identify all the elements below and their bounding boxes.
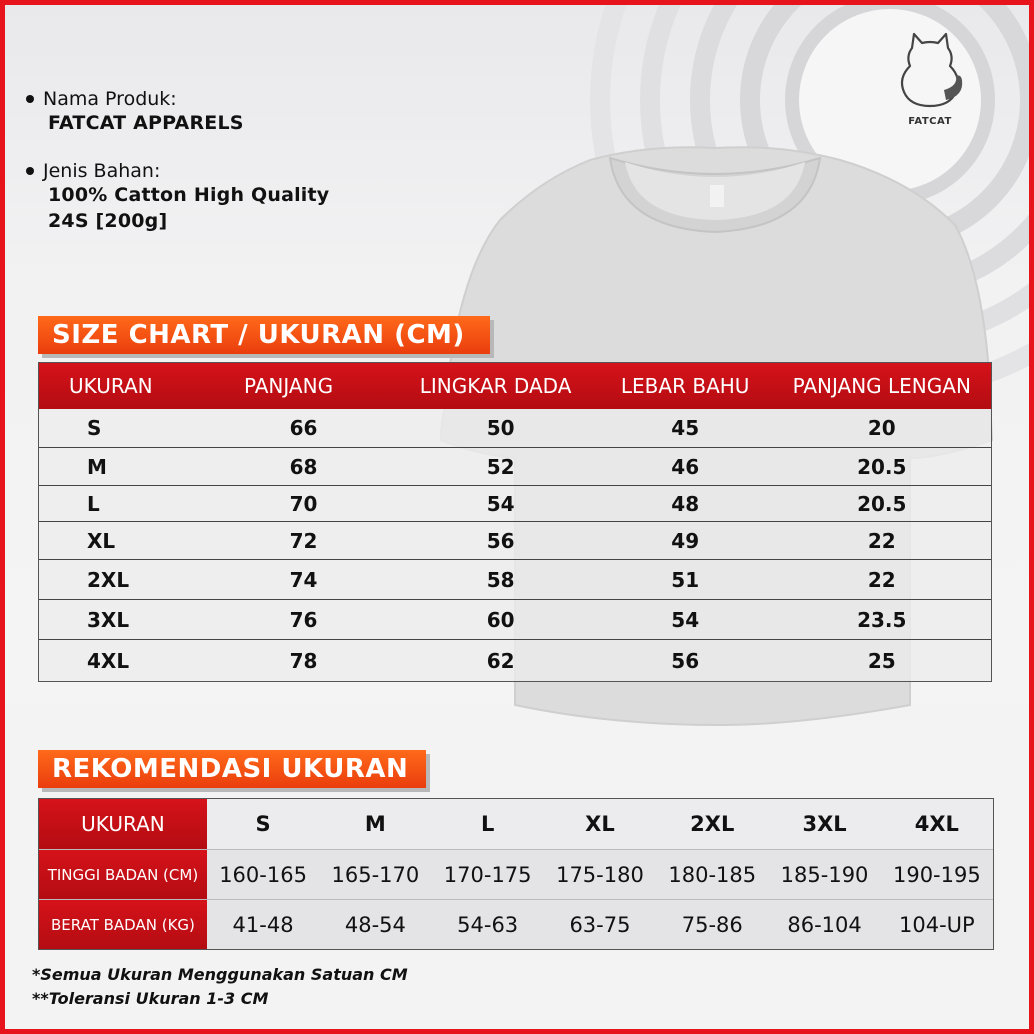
size-chart-cell: 56 bbox=[486, 528, 515, 553]
cat-icon bbox=[892, 30, 968, 110]
size-chart-cell: 20.5 bbox=[857, 454, 907, 479]
weight-cell: 86-104 bbox=[787, 912, 862, 937]
material-label-line bbox=[26, 160, 329, 182]
footnote-tolerance: **Toleransi Ukuran 1-3 CM bbox=[32, 989, 269, 1008]
size-chart-row bbox=[39, 639, 991, 681]
size-chart-row bbox=[39, 447, 991, 485]
size-chart-cell: 46 bbox=[671, 454, 700, 479]
size-chart-cell: 68 bbox=[289, 454, 318, 479]
size-chart-cell: 20.5 bbox=[857, 491, 907, 516]
column-header: PANJANG bbox=[243, 374, 334, 398]
column-header: PANJANG LENGAN bbox=[792, 374, 971, 398]
height-cell: 180-185 bbox=[668, 862, 757, 887]
size-chart-cell: 70 bbox=[289, 491, 318, 516]
product-name-label: Nama Produk: bbox=[43, 88, 177, 110]
size-chart-header bbox=[39, 363, 991, 409]
height-cell: 175-180 bbox=[556, 862, 644, 887]
size-chart-cell: 45 bbox=[671, 416, 700, 440]
row-label: UKURAN bbox=[39, 799, 207, 849]
weight-cell: 75-86 bbox=[681, 912, 743, 937]
size-chart-row bbox=[39, 409, 991, 447]
size-chart-cell: S bbox=[87, 416, 102, 440]
size-chart-cell: 62 bbox=[486, 648, 515, 673]
recommendation-title: REKOMENDASI UKURAN bbox=[38, 750, 426, 788]
material-label: Jenis Bahan: bbox=[43, 160, 161, 182]
material-value-line-2: 24S [200g] bbox=[48, 210, 168, 232]
size-chart-cell: XL bbox=[87, 528, 116, 553]
column-header: LEBAR BAHU bbox=[620, 374, 750, 398]
height-cell: 170-175 bbox=[443, 862, 532, 887]
size-chart-cell: 54 bbox=[671, 607, 700, 632]
product-name-value: FATCAT APPARELS bbox=[48, 112, 244, 134]
weight-cell: 63-75 bbox=[569, 912, 631, 937]
size-chart-cell: 20 bbox=[867, 416, 896, 440]
size-chart-row bbox=[39, 599, 991, 639]
footnotes bbox=[32, 963, 408, 1011]
size-chart-cell: 51 bbox=[671, 567, 700, 592]
size-chart-cell: 74 bbox=[289, 567, 318, 592]
size-chart-cell: 76 bbox=[289, 607, 318, 632]
size-cell: 3XL bbox=[802, 812, 847, 836]
size-chart-cell: 66 bbox=[289, 416, 318, 440]
size-chart-cell: 3XL bbox=[87, 607, 130, 632]
size-chart-cell: 4XL bbox=[87, 648, 130, 673]
height-cell: 160-165 bbox=[219, 862, 307, 887]
size-chart-cell: 48 bbox=[671, 491, 700, 516]
weight-cell: 48-54 bbox=[344, 912, 406, 937]
size-chart-cell: 50 bbox=[486, 416, 515, 440]
recommendation-size-row bbox=[39, 799, 993, 849]
size-cell: 4XL bbox=[914, 812, 959, 836]
weight-cell: 104-UP bbox=[899, 912, 975, 937]
size-chart-cell: 22 bbox=[867, 567, 896, 592]
weight-cell: 41-48 bbox=[232, 912, 294, 937]
height-cell: 165-170 bbox=[331, 862, 420, 887]
bullet-icon bbox=[26, 95, 34, 103]
size-chart-cell: 60 bbox=[486, 607, 515, 632]
size-chart-cell: 25 bbox=[867, 648, 896, 673]
material-value-line-1: 100% Catton High Quality bbox=[48, 184, 330, 206]
size-chart-row bbox=[39, 521, 991, 559]
height-cell: 190-195 bbox=[892, 862, 981, 887]
size-chart-table bbox=[38, 362, 992, 682]
footnote-unit: *Semua Ukuran Menggunakan Satuan CM bbox=[32, 965, 408, 984]
size-cells bbox=[207, 799, 993, 849]
size-chart-cell: 54 bbox=[486, 491, 515, 516]
size-cell: M bbox=[364, 812, 386, 836]
size-chart-cell: M bbox=[87, 454, 107, 479]
height-cell: 185-190 bbox=[780, 862, 869, 887]
row-label: TINGGI BADAN (CM) bbox=[39, 850, 207, 899]
size-cell: S bbox=[255, 812, 271, 836]
size-chart-cell: 58 bbox=[486, 567, 515, 592]
product-name-label-line bbox=[26, 88, 329, 110]
weight-cells bbox=[207, 900, 993, 949]
recommendation-height-row bbox=[39, 849, 993, 899]
size-cell: L bbox=[480, 812, 495, 836]
recommendation-table bbox=[38, 798, 994, 950]
size-chart-cell: 2XL bbox=[87, 567, 130, 592]
weight-cell: 54-63 bbox=[457, 912, 519, 937]
size-chart-cell: 22 bbox=[867, 528, 896, 553]
size-chart-cell: 78 bbox=[289, 648, 318, 673]
size-chart-body bbox=[39, 409, 991, 681]
recommendation-weight-row bbox=[39, 899, 993, 949]
logo-text: FATCAT bbox=[908, 116, 952, 127]
size-chart-cell: 52 bbox=[486, 454, 515, 479]
column-header: LINGKAR DADA bbox=[419, 374, 572, 398]
product-info bbox=[26, 88, 329, 234]
height-cells bbox=[207, 850, 993, 899]
column-header: UKURAN bbox=[69, 374, 153, 398]
size-chart-cell: L bbox=[87, 491, 100, 516]
size-chart-row bbox=[39, 559, 991, 599]
size-chart-cell: 23.5 bbox=[857, 607, 907, 632]
fatcat-logo bbox=[880, 30, 980, 140]
size-chart-title: SIZE CHART / UKURAN (CM) bbox=[38, 316, 490, 354]
size-cell: XL bbox=[585, 812, 615, 836]
size-cell: 2XL bbox=[690, 812, 735, 836]
bullet-icon bbox=[26, 167, 34, 175]
size-chart-row bbox=[39, 485, 991, 521]
row-label: BERAT BADAN (KG) bbox=[39, 900, 207, 949]
size-chart-cell: 56 bbox=[671, 648, 700, 673]
size-chart-cell: 49 bbox=[671, 528, 700, 553]
size-chart-cell: 72 bbox=[289, 528, 318, 553]
